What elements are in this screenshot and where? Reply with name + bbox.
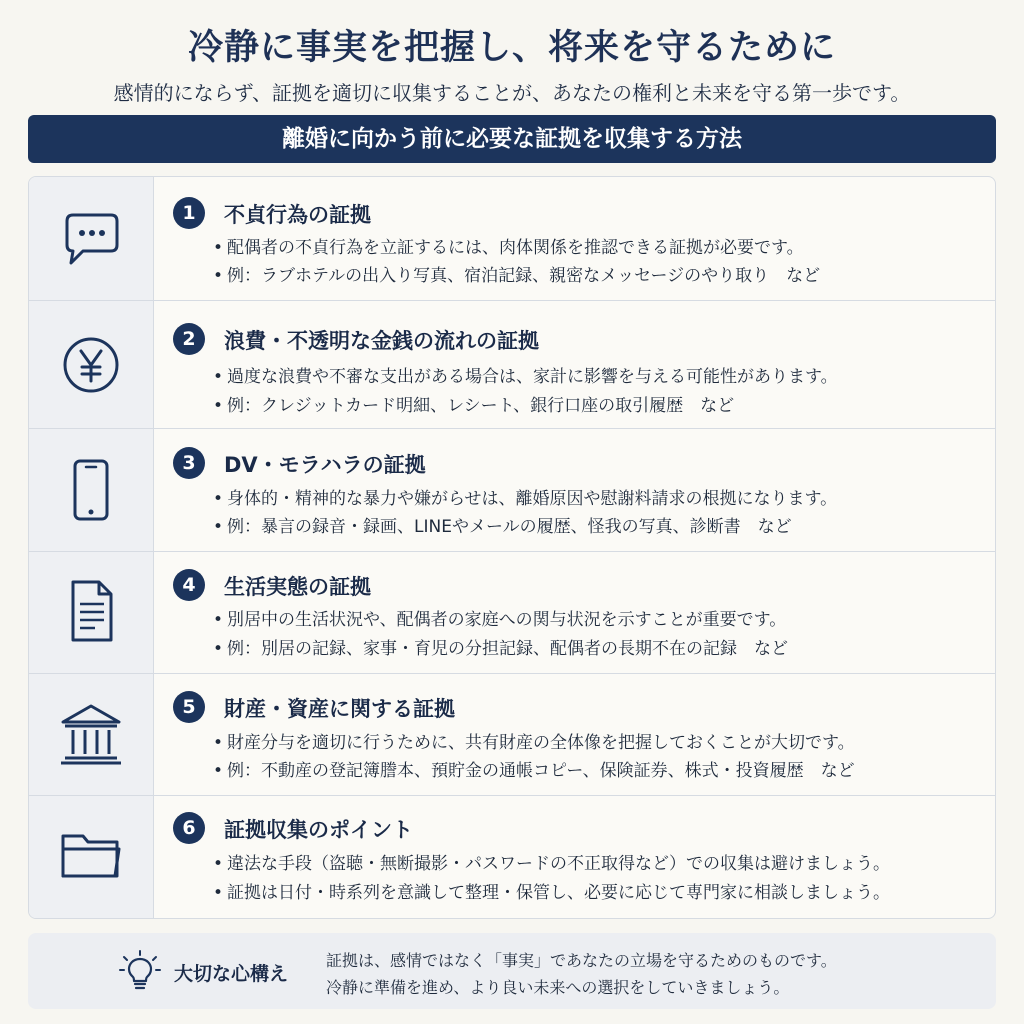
bullet-text: 違法な手段（盗聴・無断撮影・パスワードの不正取得など）での収集は避けましょう。 [227, 854, 890, 874]
document-icon [51, 572, 131, 652]
item-bullet: • 例：暴言の録音・録画、LINEやメールの履歴、怪我の写真、診断書 など [213, 517, 792, 537]
bullet-text: 例：クレジットカード明細、レシート、銀行口座の取引履歴 など [227, 396, 735, 416]
section-banner: 離婚に向かう前に必要な証拠を収集する方法 [28, 115, 996, 163]
item-number: 5 [173, 691, 205, 723]
bullet-text: 配偶者の不貞行為を立証するには、肉体関係を推認できる証拠が必要です。 [227, 238, 804, 258]
item-heading: 生活実態の証拠 [224, 575, 371, 599]
item-number: 1 [173, 197, 205, 229]
item-number: 2 [173, 323, 205, 355]
item-bullet: • 身体的・精神的な暴力や嫌がらせは、離婚原因や慰謝料請求の根拠になります。 [213, 489, 838, 509]
yen-coin-icon [51, 325, 131, 405]
chat-bubble-icon [51, 199, 131, 279]
bullet-text: 別居中の生活状況や、配偶者の家庭への関与状況を示すことが重要です。 [227, 610, 787, 630]
evidence-item-spending [29, 301, 995, 428]
evidence-item-adultery [29, 177, 995, 300]
lightbulb-icon [118, 949, 162, 993]
item-bullet: • 例：不動産の登記簿謄本、預貯金の通帳コピー、保険証券、株式・投資履歴 など [213, 761, 855, 781]
item-heading: 財産・資産に関する証拠 [224, 697, 455, 721]
item-bullet: • 例：別居の記録、家事・育児の分担記録、配偶者の長期不在の記録 など [213, 639, 788, 659]
bullet-text: 例：別居の記録、家事・育児の分担記録、配偶者の長期不在の記録 など [227, 639, 788, 659]
folder-icon [51, 816, 131, 896]
mindset-box [28, 933, 996, 1009]
item-bullet: • 違法な手段（盗聴・無断撮影・パスワードの不正取得など）での収集は避けましょう。 [213, 854, 890, 874]
evidence-item-domestic-violence [29, 429, 995, 551]
evidence-list [28, 176, 996, 919]
bullet-text: 例：ラブホテルの出入り写真、宿泊記録、親密なメッセージのやり取り など [227, 266, 821, 286]
evidence-item-assets [29, 674, 995, 795]
bullet-text: 例：暴言の録音・録画、LINEやメールの履歴、怪我の写真、診断書 など [227, 517, 792, 537]
item-bullet: • 財産分与を適切に行うために、共有財産の全体像を把握しておくことが大切です。 [213, 733, 855, 753]
item-bullet: • 証拠は日付・時系列を意識して整理・保管し、必要に応じて専門家に相談しましょう。 [213, 883, 890, 903]
item-heading: 浪費・不透明な金銭の流れの証拠 [224, 329, 539, 353]
page-title: 冷静に事実を把握し、将来を守るために [187, 28, 836, 68]
smartphone-icon [51, 451, 131, 531]
bullet-text: 過度な浪費や不審な支出がある場合は、家計に影響を与える可能性があります。 [227, 367, 838, 387]
item-bullet: • 例：ラブホテルの出入り写真、宿泊記録、親密なメッセージのやり取り など [213, 266, 821, 286]
item-bullet: • 配偶者の不貞行為を立証するには、肉体関係を推認できる証拠が必要です。 [213, 238, 804, 258]
evidence-item-living-situation [29, 552, 995, 673]
bullet-text: 証拠は日付・時系列を意識して整理・保管し、必要に応じて専門家に相談しましょう。 [227, 883, 890, 903]
bullet-text: 財産分与を適切に行うために、共有財産の全体像を把握しておくことが大切です。 [227, 733, 855, 753]
mindset-text: 冷静に準備を進め、より良い未来への選択をしていきましょう。 [326, 978, 790, 997]
bank-icon [51, 696, 131, 776]
evidence-item-collection-tips [29, 796, 995, 918]
item-heading: 証拠収集のポイント [224, 818, 413, 842]
item-heading: 不貞行為の証拠 [224, 203, 371, 227]
item-heading: DV・モラハラの証拠 [224, 453, 426, 477]
item-bullet: • 例：クレジットカード明細、レシート、銀行口座の取引履歴 など [213, 396, 735, 416]
bullet-text: 身体的・精神的な暴力や嫌がらせは、離婚原因や慰謝料請求の根拠になります。 [227, 489, 838, 509]
mindset-label: 大切な心構え [174, 963, 289, 985]
item-bullet: • 過度な浪費や不審な支出がある場合は、家計に影響を与える可能性があります。 [213, 367, 838, 387]
item-bullet: • 別居中の生活状況や、配偶者の家庭への関与状況を示すことが重要です。 [213, 610, 787, 630]
mindset-text: 証拠は、感情ではなく「事実」であなたの立場を守るためのものです。 [326, 951, 837, 970]
item-number: 4 [173, 569, 205, 601]
item-number: 3 [173, 447, 205, 479]
page-subtitle: 感情的にならず、証拠を適切に収集することが、あなたの権利と未来を守る第一歩です。 [113, 81, 911, 105]
item-number: 6 [173, 812, 205, 844]
bullet-text: 例：不動産の登記簿謄本、預貯金の通帳コピー、保険証券、株式・投資履歴 など [227, 761, 855, 781]
